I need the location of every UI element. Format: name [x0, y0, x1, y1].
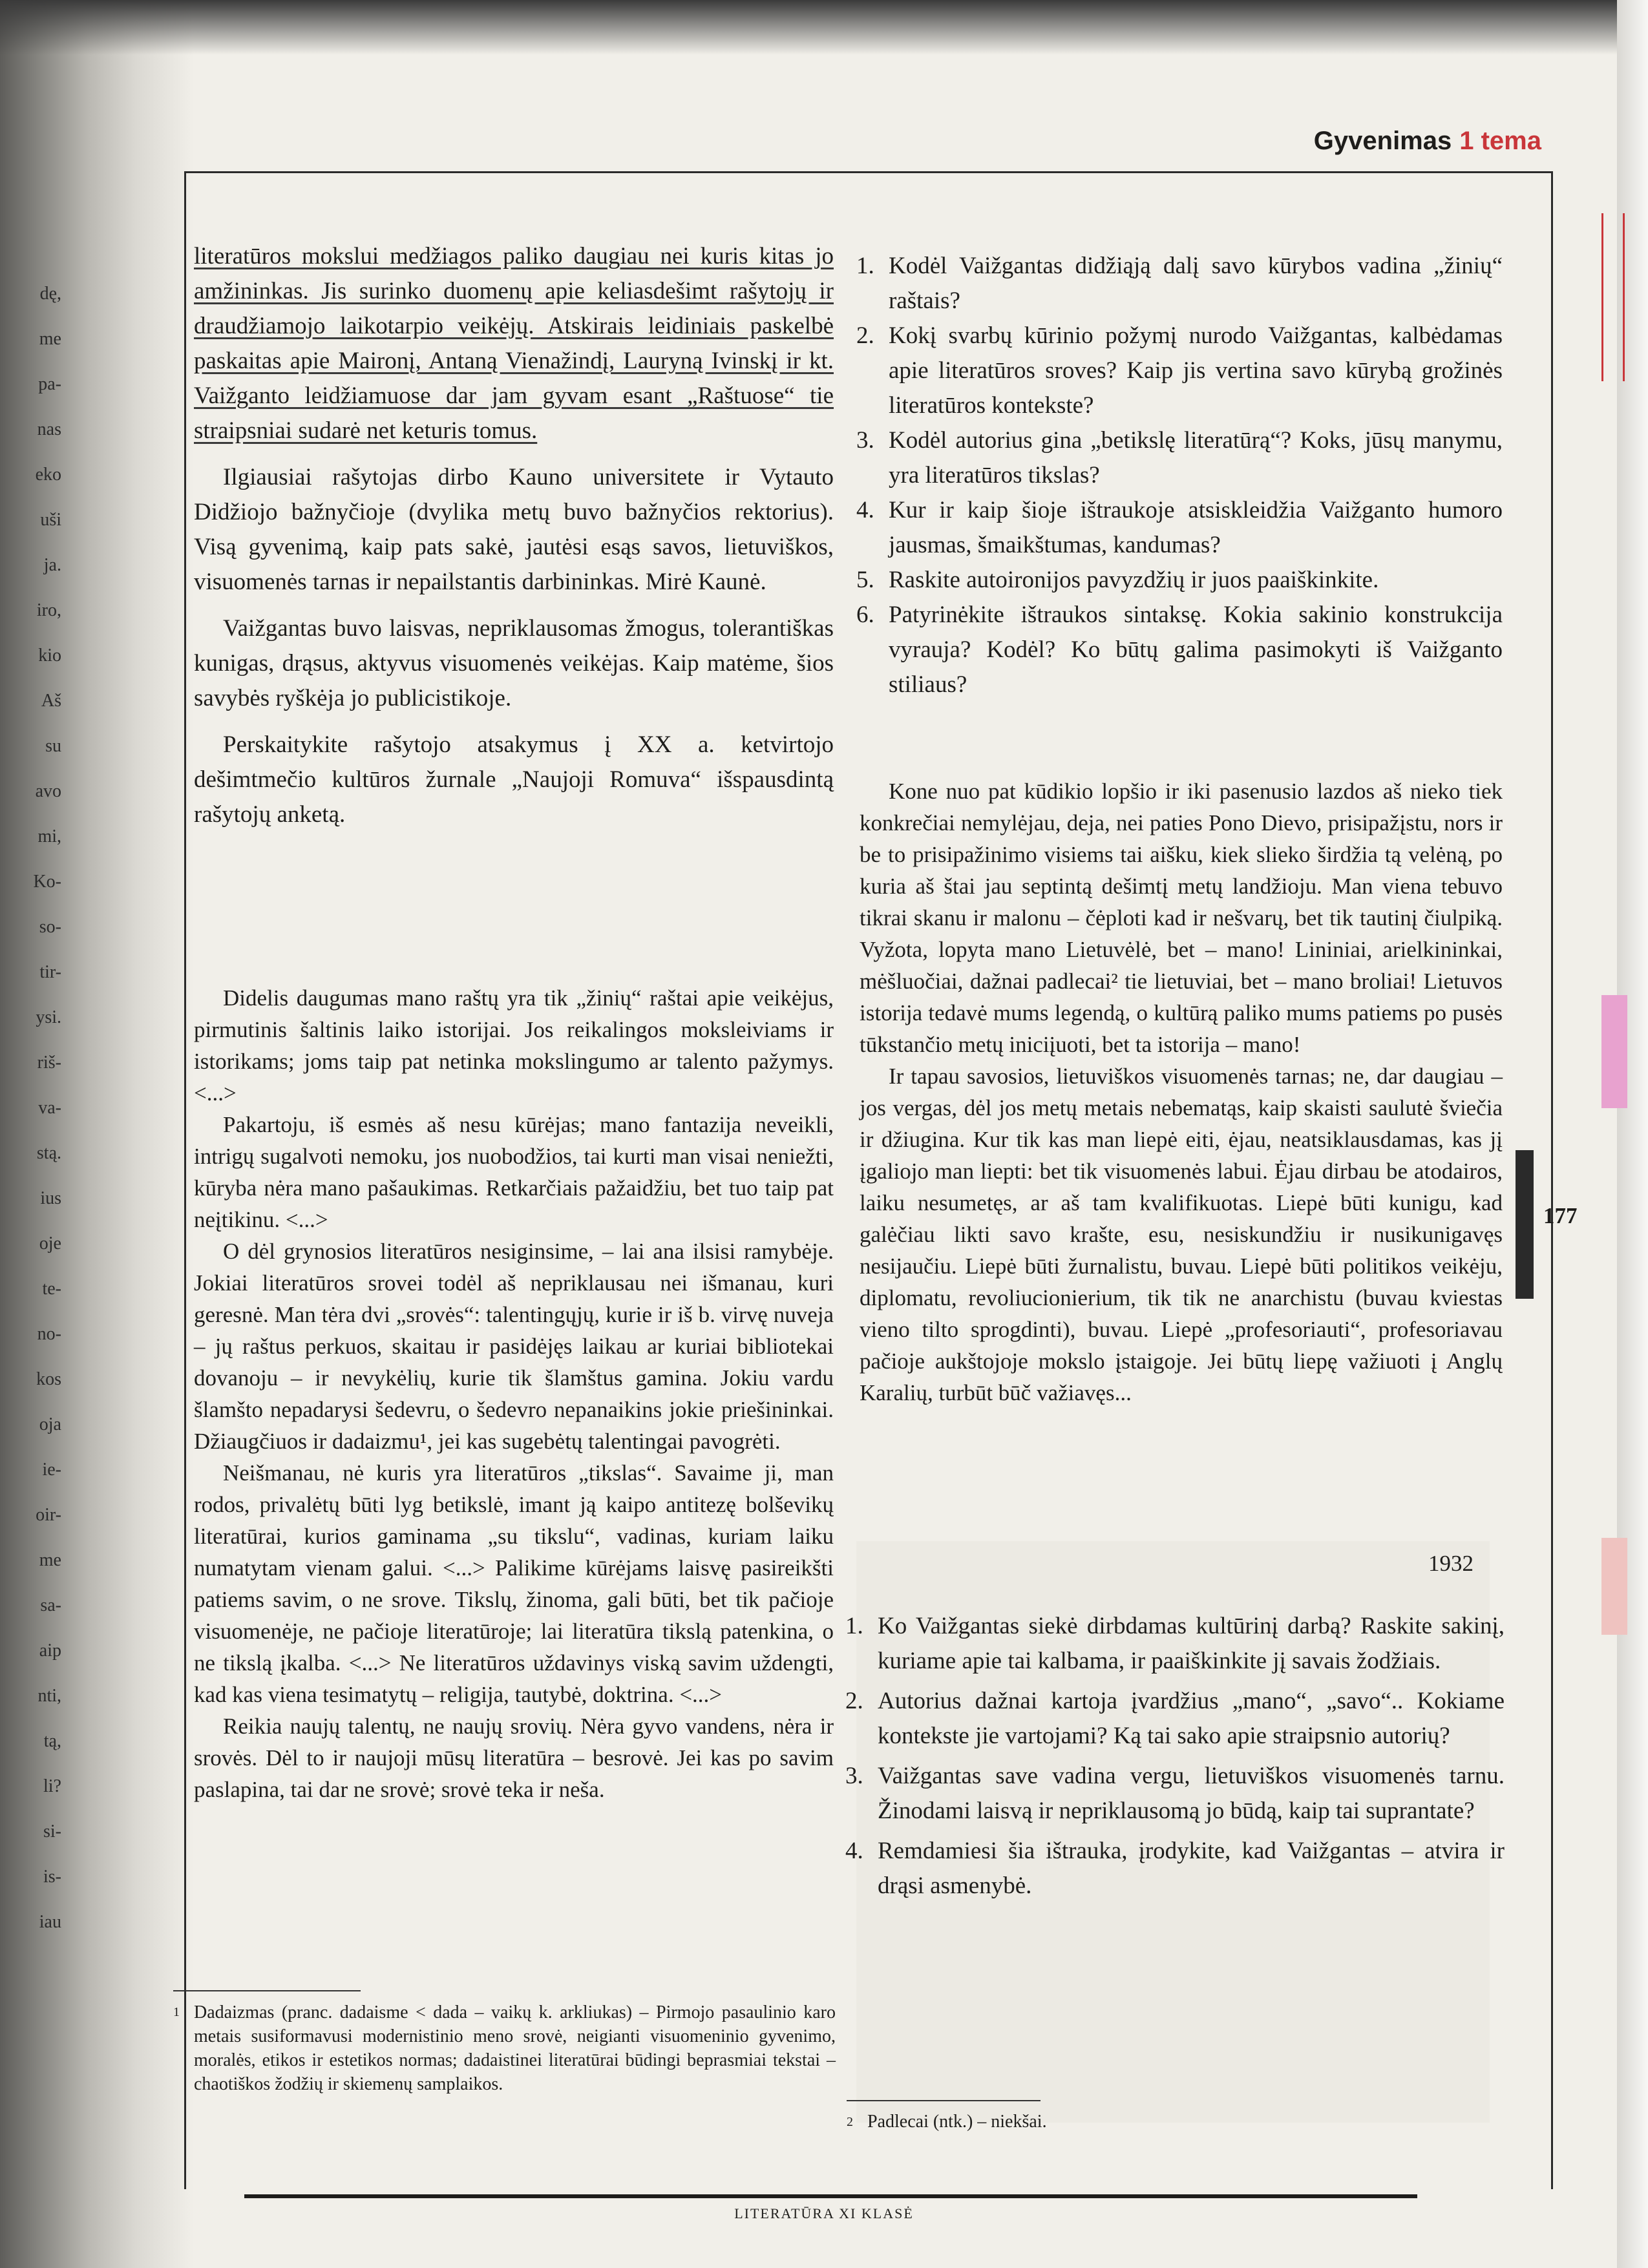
question-number: 6.: [856, 602, 874, 628]
question-number: 2.: [856, 322, 874, 349]
previous-page-fragment: stą.: [36, 1143, 61, 1163]
questions-top: [856, 249, 1503, 702]
intro-paragraph-2: Ilgiausiai rašytojas dirbo Kauno universitete ir Vytauto Didžiojo bažnyčioje (dvylika metų buvo bažnyčios rektorius). Visą gyvenimą, kaip pats sakė, jautėsi esąs savos, lietuviškos, visuomenės tarnas ir nepailstantis darbininkas. Mirė Kaunė.: [194, 464, 834, 595]
intro-paragraph-4: Perskaitykite rašytojo atsakymus į XX a. ketvirtojo dešimtmečio kultūros žurnale „Naujoji Romuva“ išspausdintą rašytojų anketą.: [194, 731, 834, 828]
previous-page-fragment: iau: [39, 1912, 61, 1932]
question-item: [845, 1759, 1505, 1829]
previous-page-fragment: no-: [37, 1324, 61, 1344]
quote-left-column: [194, 982, 834, 1805]
footer-book-title: LITERATŪRA XI KLASĖ: [734, 2205, 914, 2221]
page-tab-marker: [1516, 1150, 1534, 1299]
quote-paragraph: Didelis daugumas mano raštų yra tik „žinių“ raštai apie veikėjus, pirmutinis šaltinis laiko istorijai. Jos reikalingos moksleiviams ir istorikams; joms taip pat netinka mokslingumo ar talento pažymys. <...>: [194, 985, 834, 1106]
running-header: [1314, 127, 1541, 156]
question-text: Kodėl Vaižgantas didžiąją dalį savo kūrybos vadina „žinių“ raštais?: [889, 253, 1503, 314]
question-text: Ko Vaižgantas siekė dirbdamas kultūrinį darbą? Raskite sakinį, kuriame apie tai kalbama, ir paaiškinkite jį savais žodžiais.: [878, 1613, 1505, 1674]
question-text: Patyrinėkite ištraukos sintaksę. Kokia sakinio konstrukcija vyrauja? Kodėl? Ko būtų galima pasimokyti iš Vaižganto stiliaus?: [889, 602, 1503, 698]
question-number: 2.: [845, 1688, 863, 1714]
question-item: [845, 1609, 1505, 1679]
previous-page-fragment: va-: [38, 1098, 61, 1118]
quote-paragraph: O dėl grynosios literatūros nesiginsime, – lai ana ilsisi ramybėje. Jokiai literatūros srovei todėl aš nepriklausau nei išmanau, kuri geresnė. Man tėra dvi „srovės“: talentingųjų, kurie ir iš b. virvę nuveja – jų raštus perkuos, skaitau ir pasidėjęs laikau ar kuriai bibliotekai dovanoju – ir nevykėlių, kurie tik šlamštus gamina. Jokiu vardu šlamšto nepadarysi šedevru, o šedevro nepanaikins jokie priešininkai. Džiaugčiuos ir dadaizmu¹, jei kas sugebėtų talentingai pavogrėti.: [194, 1239, 834, 1454]
quote-year: 1932: [1428, 1551, 1474, 1576]
previous-page-fragment: oja: [39, 1414, 61, 1434]
question-number: 4.: [845, 1838, 863, 1864]
footnote-rule: [173, 1990, 361, 1991]
intro-paragraph-1: literatūros mokslui medžiagos paliko daugiau nei kuris kitas jo amžininkas. Jis surinko duomenų apie keliasdešimt rašytojų ir draudžiamojo laikotarpio veikėjų. Atskirais leidiniais paskelbė paskaitas apie Maironį, Antaną Vienažindį, Lauryną Ivinskį ir kt. Vaižganto leidžiamuose dar jam gyvam esant „Raštuose“ tie straipsniai sudarė net keturis tomus.: [194, 243, 834, 444]
previous-page-fragment: kos: [36, 1369, 61, 1389]
header-topic-number: 1 tema: [1459, 127, 1541, 155]
question-number: 5.: [856, 567, 874, 593]
previous-page-fragment: me: [39, 1550, 61, 1570]
footnote-rule: [847, 2100, 1041, 2101]
previous-page-fragment: ius: [40, 1188, 61, 1208]
previous-page-fragment: ie-: [42, 1460, 61, 1480]
question-item: [856, 493, 1503, 563]
page-number: 177: [1543, 1203, 1578, 1228]
previous-page-fragment: uši: [40, 510, 61, 530]
previous-page-fragment: Ko-: [33, 872, 61, 892]
quote-right-column: [860, 775, 1503, 1409]
question-text: Vaižgantas save vadina vergu, lietuviškos visuomenės tarnu. Žinodami laisvą ir nepriklausomą jo būdą, kaip tai suprantate?: [878, 1763, 1505, 1824]
previous-page-fragment: tą,: [43, 1731, 61, 1751]
question-text: Raskite autoironijos pavyzdžių ir juos paaiškinkite.: [889, 567, 1379, 593]
previous-page-fragment: eko: [35, 465, 61, 485]
pink-side-tab: [1601, 995, 1627, 1108]
footnote-2: [847, 2100, 1234, 2134]
question-text: Kokį svarbų kūrinio požymį nurodo Vaižgantas, kalbėdamas apie literatūros sroves? Kaip jis vertina savo kūrybą grožinės literatūros kontekste?: [889, 322, 1503, 419]
previous-page-fragment: tir-: [39, 962, 61, 982]
question-text: Kodėl autorius gina „betikslę literatūrą“? Koks, jūsų manymu, yra literatūros tikslas?: [889, 427, 1503, 488]
question-number: 3.: [845, 1763, 863, 1789]
previous-page-fragment: mi,: [37, 826, 61, 846]
previous-page-fragment: te-: [42, 1279, 61, 1299]
header-section-title: Gyvenimas: [1313, 127, 1452, 155]
intro-text: [194, 239, 834, 832]
question-text: Autorius dažnai kartoja įvardžius „mano“, „savo“.. Kokiame kontekste jie vartojami? Ką tai sako apie straipsnio autorių?: [878, 1688, 1505, 1749]
question-item: [845, 1834, 1505, 1904]
previous-page-fragments: [0, 271, 61, 1945]
question-item: [856, 319, 1503, 423]
previous-page-fragment: si-: [43, 1822, 61, 1842]
previous-page-fragment: Aš: [41, 691, 61, 711]
quote-paragraph: Kone nuo pat kūdikio lopšio ir iki pasenusio lazdos aš nieko tiek konkrečiai nemylėjau, deja, nei paties Pono Dievo, prisipažįstu, nors ir be to prisipažinimo visiems tai aišku, kiek slieko širdžia tą velėną, po kuria aš štai jau septintą dešimtį metų landžioju. Man viena tebuvo tikrai skanu ir malonu – čėploti kad ir nešvarų, bet tik tautinį čiulpiką. Vyžota, lopyta mano Lietuvėlė, bet – mano! Lininiai, arielkininkai, mėšluočiai, dažnai padlecai² tie lietuviai, bet – mano broliai! Lietuvos istorija tedavė mums legendą, o kultūrą paliko mums patiems po pusės tūkstančio metų iniciįuoti, bet ta istorija – mano!: [860, 779, 1503, 1057]
question-number: 1.: [845, 1613, 863, 1639]
question-number: 1.: [856, 253, 874, 279]
question-item: [845, 1684, 1505, 1754]
previous-page-fragment: ja.: [43, 555, 61, 575]
previous-page-fragment: ysi.: [36, 1007, 61, 1027]
question-number: 3.: [856, 427, 874, 454]
question-item: [856, 598, 1503, 702]
previous-page-fragment: so-: [39, 917, 61, 937]
footnote-mark: 1: [173, 2005, 180, 2019]
footnote-text: Padlecai (ntk.) – niekšai.: [867, 2112, 1047, 2132]
previous-page-fragment: nas: [37, 419, 61, 439]
scan-top-shadow: [0, 0, 1648, 55]
footnote-mark: 2: [847, 2115, 853, 2129]
previous-page-fragment: is-: [43, 1867, 61, 1887]
question-text: Remdamiesi šia ištrauka, įrodykite, kad Vaižgantas – atvira ir drąsi asmenybė.: [878, 1838, 1505, 1899]
footnote-1: [173, 1990, 836, 2096]
previous-page-fragment: dę,: [39, 284, 61, 304]
previous-page-fragment: pa-: [38, 374, 61, 394]
quote-paragraph: Reikia naujų talentų, ne naujų srovių. Nėra gyvo vandens, nėra ir srovės. Dėl to ir naujoji mūsų literatūra – besrovė. Jei kas po savim paslapina, tai dar ne srovė; srovė teka ir neša.: [194, 1714, 834, 1802]
question-item: [856, 423, 1503, 493]
chapter-tab-lines: [1601, 213, 1625, 381]
previous-page-fragment: iro,: [36, 600, 61, 620]
previous-page-fragment: aip: [39, 1641, 61, 1661]
previous-page-fragment: su: [45, 736, 61, 756]
previous-page-fragment: me: [39, 329, 61, 349]
previous-page-fragment: kio: [38, 646, 61, 666]
previous-page-fragment: li?: [43, 1776, 61, 1796]
quote-paragraph: Neišmanau, nė kuris yra literatūros „tikslas“. Savaime ji, man rodos, privalėtų būti lyg betikslė, imant ją kaipo antitezę bolševikų literatūrai, kurios gaminama „su tikslu“, vadinas, kuriam laiku numatytam vienam galui. <...> Palikime kūrėjams laisvę pasireikšti patiems savim, o ne srove. Tikslų, žinoma, gali būti, bet tik pačioje visuomenėje, ne pačioje literatūroje; lai literatūra tikslą patenkina, o ne tikslą įkalba. <...> Ne literatūros uždavinys viską savim uždengti, kad kas viena tesimatytų – religija, tautybė, doktrina. <...>: [194, 1460, 834, 1707]
question-text: Kur ir kaip šioje ištraukoje atsiskleidžia Vaižganto humoro jausmas, šmaikštumas, kandumas?: [889, 497, 1503, 558]
questions-bottom: [845, 1609, 1505, 1904]
question-item: [856, 563, 1503, 598]
previous-page-fragment: nti,: [37, 1686, 61, 1706]
question-item: [856, 249, 1503, 319]
quote-paragraph: Ir tapau savosios, lietuviškos visuomenės tarnas; ne, dar daugiau – jos vergas, dėl jos metų metais nebematąs, kaip skaisti saulutė šviečia ir džiugina. Kur tik kas man liepė eiti, ėjau, neatsiklausdamas, kas jį įgaliojo man liepti: bet tik visuomenės labui. Ėjau dirbau be atodairos, laiku nesumetęs, ar aš tam kvalifikuotas. Liepė būti kunigu, kad galėčiau likti savo krašte, esu, nesiskundžiu ir nusikunigavęs nesijaučiu. Liepė būti žurnalistu, buvau. Liepė būti politikos veikėju, diplomatu, revoliucionierium, tik tik ne anarchistu (buvau kviestas vieno tilto sprogdinti), buvau. Liepė „profesoriauti“, profesoriavau pačioje aukštojoje mokslo įstaigoje. Jei būtų liepę važiuoti į Anglų Karalių, turbūt būč važiavęs...: [860, 1064, 1503, 1405]
intro-paragraph-3: Vaižgantas buvo laisvas, nepriklausomas žmogus, tolerantiškas kunigas, drąsus, aktyvus visuomenės veikėjas. Kaip matėme, šios savybės ryškėja jo publicistikoje.: [194, 615, 834, 711]
previous-page-fragment: riš-: [37, 1053, 61, 1073]
previous-page-fragment: avo: [35, 781, 61, 801]
previous-page-fragment: sa-: [40, 1595, 61, 1615]
pink-side-tab: [1601, 1538, 1627, 1635]
previous-page-fragment: oje: [39, 1234, 61, 1254]
question-number: 4.: [856, 497, 874, 523]
quote-paragraph: Pakartoju, iš esmės aš nesu kūrėjas; mano fantazija neveikli, intrigų sugalvoti nemoku, jos nuobodžios, tai kurti man visai neniežti, kūryba nėra mano pašaukimas. Retkarčiais pažaidžiu, bet tuo taip pat neįtikinu. <...>: [194, 1112, 834, 1232]
footer-rule: [244, 2194, 1417, 2198]
previous-page-fragment: oir-: [36, 1505, 61, 1525]
footnote-text: Dadaizmas (pranc. dadaisme < dada – vaikų k. arkliukas) – Pirmojo pasaulinio karo metais susiformavusi modernistinio meno srovė, neigianti visuomeninio gyvenimo, moralės, etikos ir estetikos normas; dadaistinei literatūrai būdingi beprasmiai tekstai – chaotiškos žodžių ir skiemenų samplaikos.: [194, 2002, 836, 2094]
